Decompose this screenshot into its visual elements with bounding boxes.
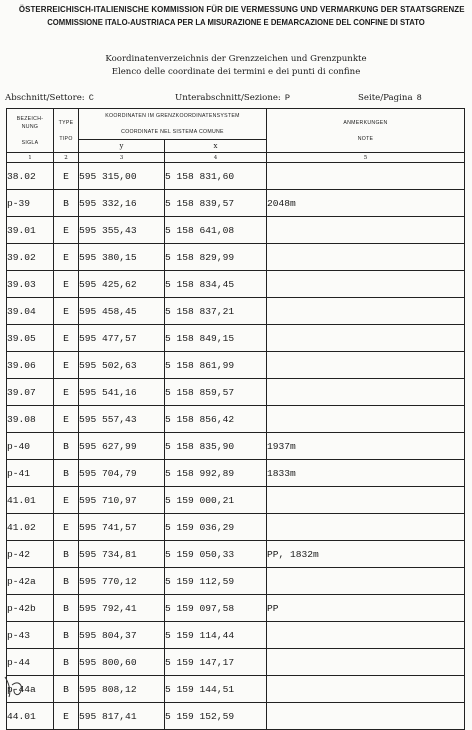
- table-row: [7, 433, 465, 460]
- coordinate-x-cell: 5 158 641,08: [165, 217, 267, 244]
- coordinate-y-cell: 595 770,12: [79, 568, 165, 595]
- point-name-cell: p-42b: [7, 595, 54, 622]
- point-name-cell: 39.07: [7, 379, 54, 406]
- point-type-cell: E: [54, 514, 79, 541]
- coordinate-y-cell: 595 380,15: [79, 244, 165, 271]
- coordinate-y-cell: 595 557,43: [79, 406, 165, 433]
- coordinate-x-cell: 5 158 834,45: [165, 271, 267, 298]
- point-type-cell: B: [54, 595, 79, 622]
- coordinate-y-cell: 595 355,43: [79, 217, 165, 244]
- coordinate-y-cell: 595 425,62: [79, 271, 165, 298]
- table-row: [7, 568, 465, 595]
- coordinate-x-cell: 5 159 114,44: [165, 622, 267, 649]
- notes-cell: [267, 676, 465, 703]
- notes-cell: [267, 487, 465, 514]
- page-field: [358, 93, 422, 103]
- col-number-4: 4: [165, 153, 267, 163]
- coordinate-x-cell: 5 159 050,33: [165, 541, 267, 568]
- coordinate-y-cell: 595 808,12: [79, 676, 165, 703]
- point-name-cell: p-44: [7, 649, 54, 676]
- point-name-cell: 41.02: [7, 514, 54, 541]
- coordinate-y-cell: 595 734,81: [79, 541, 165, 568]
- table-row: [7, 244, 465, 271]
- section-value: C: [88, 93, 94, 103]
- point-name-cell: p-41: [7, 460, 54, 487]
- notes-cell: PP: [267, 595, 465, 622]
- notes-cell: [267, 271, 465, 298]
- point-type-cell: E: [54, 271, 79, 298]
- col-number-3: 3: [79, 153, 165, 163]
- point-name-cell: 39.06: [7, 352, 54, 379]
- notes-cell: [267, 622, 465, 649]
- notes-cell: PP, 1832m: [267, 541, 465, 568]
- point-type-cell: E: [54, 379, 79, 406]
- point-type-cell: E: [54, 217, 79, 244]
- point-type-cell: B: [54, 433, 79, 460]
- handwritten-mark: [3, 673, 33, 699]
- coordinate-x-cell: 5 158 861,99: [165, 352, 267, 379]
- coordinate-x-cell: 5 158 837,21: [165, 298, 267, 325]
- notes-cell: [267, 379, 465, 406]
- subsection-value: P: [284, 93, 291, 103]
- coordinate-x-cell: 5 158 831,60: [165, 163, 267, 190]
- coordinate-x-cell: 5 159 147,17: [165, 649, 267, 676]
- coordinate-y-cell: 595 458,45: [79, 298, 165, 325]
- table-row: [7, 514, 465, 541]
- coordinate-y-cell: 595 817,41: [79, 703, 165, 730]
- col-number-2: 2: [54, 153, 79, 163]
- table-row: [7, 622, 465, 649]
- point-type-cell: E: [54, 244, 79, 271]
- table-row: [7, 379, 465, 406]
- table-row: [7, 325, 465, 352]
- point-type-cell: E: [54, 325, 79, 352]
- table-row: [7, 595, 465, 622]
- point-name-cell: p-40: [7, 433, 54, 460]
- point-name-cell: 38.02: [7, 163, 54, 190]
- table-row: [7, 487, 465, 514]
- notes-cell: [267, 217, 465, 244]
- page-label: Seite/Pagina: [358, 93, 413, 103]
- col-number-5: 5: [267, 153, 465, 163]
- point-type-cell: B: [54, 541, 79, 568]
- point-name-cell: 39.08: [7, 406, 54, 433]
- notes-cell: [267, 406, 465, 433]
- coordinate-x-cell: 5 158 835,90: [165, 433, 267, 460]
- coordinate-x-cell: 5 158 829,99: [165, 244, 267, 271]
- notes-cell: 1937m: [267, 433, 465, 460]
- coordinate-x-cell: 5 158 992,89: [165, 460, 267, 487]
- point-name-cell: 39.04: [7, 298, 54, 325]
- table-row: [7, 163, 465, 190]
- point-name-cell: 41.01: [7, 487, 54, 514]
- coordinate-x-cell: 5 159 152,59: [165, 703, 267, 730]
- coordinate-x-cell: 5 159 036,29: [165, 514, 267, 541]
- col-header-coordinates: KOORDINATEN IM GRENZKOORDINATENSYSTEM COORDINATE NEL SISTEMA COMUNE: [79, 109, 267, 140]
- col-number-1: 1: [7, 153, 54, 163]
- document-title-german: Koordinatenverzeichnis der Grenzzeichen und Grenzpunkte: [105, 54, 367, 64]
- point-name-cell: 39.02: [7, 244, 54, 271]
- table-row: [7, 676, 465, 703]
- coordinate-x-cell: 5 159 000,21: [165, 487, 267, 514]
- point-name-cell: 39.03: [7, 271, 54, 298]
- commission-title-german: ÖSTERREICHISCH-ITALIENISCHE KOMMISSION FÜR DIE VERMESSUNG UND VERMARKUNG DER STAATSGRENZE: [18, 4, 465, 14]
- table-row: [7, 541, 465, 568]
- col-header-name: BEZEICH- NUNG SIGLA: [7, 109, 54, 153]
- notes-cell: 2048m: [267, 190, 465, 217]
- coordinate-y-cell: 595 315,00: [79, 163, 165, 190]
- notes-cell: 1833m: [267, 460, 465, 487]
- point-name-cell: 44.01: [7, 703, 54, 730]
- notes-cell: [267, 649, 465, 676]
- commission-title-italian: COMMISSIONE ITALO-AUSTRIACA PER LA MISURAZIONE E DEMARCAZIONE DEL CONFINE DI STATO: [47, 17, 425, 27]
- point-name-cell: p-42a: [7, 568, 54, 595]
- coordinate-x-cell: 5 158 849,15: [165, 325, 267, 352]
- document-title-italian: Elenco delle coordinate dei termini e dei punti di confine: [111, 67, 361, 77]
- notes-cell: [267, 352, 465, 379]
- coordinate-x-cell: 5 159 097,58: [165, 595, 267, 622]
- coordinate-y-cell: 595 477,57: [79, 325, 165, 352]
- point-type-cell: B: [54, 622, 79, 649]
- notes-cell: [267, 244, 465, 271]
- table-row: [7, 406, 465, 433]
- notes-cell: [267, 325, 465, 352]
- table-row: [7, 217, 465, 244]
- table-row: [7, 298, 465, 325]
- point-type-cell: B: [54, 676, 79, 703]
- coordinate-x-cell: 5 159 112,59: [165, 568, 267, 595]
- coordinate-y-cell: 595 800,60: [79, 649, 165, 676]
- point-name-cell: p-42: [7, 541, 54, 568]
- section-field: [5, 93, 94, 103]
- col-header-y: y: [79, 140, 165, 153]
- notes-cell: [267, 514, 465, 541]
- point-type-cell: E: [54, 703, 79, 730]
- point-type-cell: B: [54, 649, 79, 676]
- col-header-x: x: [165, 140, 267, 153]
- point-name-cell: p-43: [7, 622, 54, 649]
- page-value: 8: [416, 93, 422, 103]
- point-name-cell: p-39: [7, 190, 54, 217]
- coordinate-y-cell: 595 502,63: [79, 352, 165, 379]
- point-type-cell: E: [54, 352, 79, 379]
- point-type-cell: B: [54, 568, 79, 595]
- table-row: [7, 649, 465, 676]
- coordinates-table: [6, 108, 465, 730]
- coordinate-y-cell: 595 792,41: [79, 595, 165, 622]
- table-row: [7, 460, 465, 487]
- coordinate-x-cell: 5 158 839,57: [165, 190, 267, 217]
- point-type-cell: E: [54, 163, 79, 190]
- coordinate-x-cell: 5 158 859,57: [165, 379, 267, 406]
- table-row: [7, 271, 465, 298]
- coordinate-y-cell: 595 804,37: [79, 622, 165, 649]
- point-name-cell: 39.01: [7, 217, 54, 244]
- coordinate-y-cell: 595 741,57: [79, 514, 165, 541]
- point-type-cell: B: [54, 190, 79, 217]
- col-header-type: TYPE TIPO: [54, 109, 79, 153]
- notes-cell: [267, 703, 465, 730]
- section-label: Abschnitt/Settore:: [5, 93, 85, 103]
- point-type-cell: E: [54, 487, 79, 514]
- point-name-cell: 39.05: [7, 325, 54, 352]
- coordinate-y-cell: 595 704,79: [79, 460, 165, 487]
- coordinate-y-cell: 595 332,16: [79, 190, 165, 217]
- point-name-cell: p-44a: [7, 676, 54, 703]
- table-row: [7, 352, 465, 379]
- notes-cell: [267, 163, 465, 190]
- notes-cell: [267, 298, 465, 325]
- subsection-field: [175, 93, 290, 103]
- point-type-cell: B: [54, 460, 79, 487]
- col-header-notes: ANMERKUNGEN NOTE: [267, 109, 465, 153]
- table-row: [7, 190, 465, 217]
- table-row: [7, 703, 465, 730]
- point-type-cell: E: [54, 298, 79, 325]
- subsection-label: Unterabschnitt/Sezione:: [175, 93, 281, 103]
- coordinate-y-cell: 595 541,16: [79, 379, 165, 406]
- coordinate-x-cell: 5 159 144,51: [165, 676, 267, 703]
- coordinate-x-cell: 5 158 856,42: [165, 406, 267, 433]
- coordinate-y-cell: 595 710,97: [79, 487, 165, 514]
- notes-cell: [267, 568, 465, 595]
- coordinate-y-cell: 595 627,99: [79, 433, 165, 460]
- point-type-cell: E: [54, 406, 79, 433]
